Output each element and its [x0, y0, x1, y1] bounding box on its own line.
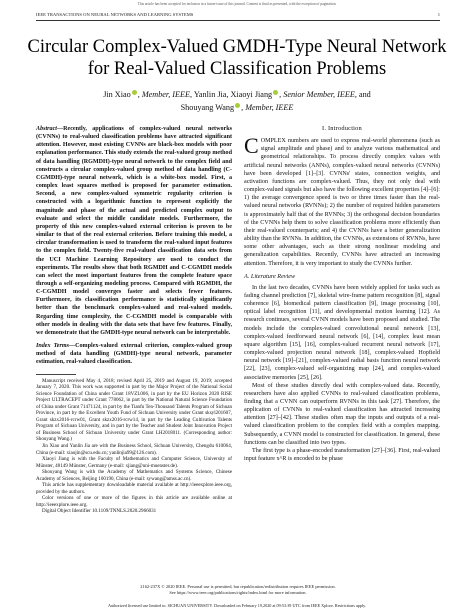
license-footer: Authorized licensed use limited to: SICHUAN UNIVERSITY. Downloaded on February 19,2020 at 09:53:39 UTC from IEEE Xplore. Restrictions apply. [107, 603, 367, 608]
abstract-label: Abstract [36, 126, 57, 132]
body-paragraph: The first type is a phase-encoded transformation [27]–[36]. First, real-valued input feature x^R is encoded to be phase [244, 447, 440, 463]
index-terms-label: Index Terms [36, 343, 69, 350]
index-terms-text: —Complex-valued external criterion, complex-valued group method of data handling (GMDH)-type neural network, parameter estimation, real-valued classification. [36, 343, 232, 366]
intro-paragraph-text: OMPLEX numbers are used to express real-world phenomena (such as signal amplitude and phase) and to analyze various mathematical and geometrical relationships. To process directly complex values with artificial neural networks (ANNs), complex-valued neural networks (CVNNs) have been developed [1]–[3]. CVNNs' states, connection weights, and activation functions are complex-valued. Thus, they not only deal with complex-valued signals but also have the following excellent properties [4]–[6]: 1) the average convergence speed is two or three times faster than the real-valued neural networks (RVNNs); 2) the number of required hidden parameters is approximately half that of the RVNNs; 3) the orthogonal decision boundaries of the CVNNs help them to solve classification problems more efficiently than their real-valued counterparts; and 4) the CVNNs have a better generalization ability than the RVNNs. In addition, the CVNNs, as extensions of RVNNs, have some other advantages, such as their strong nonlinear modeling and generalization capabilities. Recently, CVNNs have attracted an increasing attention. Therefore, it is very important to study the CVNNs further. [244, 138, 440, 267]
footnote-rule [36, 374, 76, 375]
copyright-line: 2162-237X © 2020 IEEE. Personal use is permitted, but republication/redistribution requires IEEE permission. [140, 584, 336, 589]
orcid-icon[interactable] [132, 90, 137, 95]
header-rule [36, 20, 440, 21]
author-3-role: , Senior Member, IEEE, [279, 90, 357, 99]
author-4: Shouyang Wang [180, 103, 235, 112]
author-2-3: Yanlin Jia, Xiaoyi Jiang [192, 90, 273, 99]
abstract-text: —Recently, applications of complex-valued neural networks (CVNNs) to real-valued classification problems have attracted significant attention. However, most existing CVNNs are black-box models with poor explanation performance. This study extends the real-valued group method of data handling (RGMDH)-type neural network to the complex field and constructs a circular complex-valued group method of data handling (C-CGMDH)-type neural network, which is a white-box model. First, a complex least squares method is proposed for parameter estimation. Second, a new complex-valued symmetric regularity criterion is constructed with a logarithmic function to represent explicitly the magnitude and phase of the actual and predicted complex output to evaluate and select the middle candidate models. Furthermore, the property of this new complex-valued external criterion is proven to be similar to that of the real external criterion. Before training this model, a circular transformation is used to transform the real-valued input features to the complex field. Twenty-five real-valued classification data sets from the UCI Machine Learning Repository are used to conduct the experiments. The results show that both RGMDH and C-CGMDH models can select the most important features from the complete feature space through a self-organizing modeling process. Compared with RGMDH, the C-CGMDH model converges faster and selects fewer features. Furthermore, its classification performance is statistically significantly better than the benchmark complex-valued and real-valued models. Regarding time complexity, the C-CGMDH model is comparable with other models in dealing with the data sets that have few features. Finally, we demonstrate that the GMDH-type neural network can be interpretable. [36, 126, 232, 336]
running-header [36, 12, 440, 19]
author-4-role: , Member, IEEE [241, 103, 294, 112]
section-heading: I. Introduction [322, 125, 362, 132]
body-paragraph: Most of these studies directly deal with complex-valued data. Recently, researchers have also applied CVNNs to real-valued classification problems, finding that a CVNN can outperform RVNNs in this task [27]. Therefore, the application of CVNNs to real-valued classification has attracted increasing attention [27]–[42]. These studies often map the inputs and outputs of a real-valued classification problem to the complex field with a complex mapping. Subsequently, a CVNN model is constructed for classification. In general, these functions can be classified into two types. [244, 382, 440, 446]
permissions-line: See https://www.ieee.org/publications/rights/index.html for more information. [169, 589, 307, 595]
footnotes [36, 374, 232, 515]
left-column [36, 125, 232, 515]
abstract [36, 125, 232, 337]
journal-name: IEEE TRANSACTIONS ON NEURAL NETWORKS AND LEARNING SYSTEMS [36, 12, 194, 17]
subsection-heading: A. Literature Review [244, 272, 296, 280]
intro-paragraph [244, 133, 440, 268]
footnote-manuscript: Manuscript received May 4, 2018; revised April 25, 2019 and August 19, 2019; accepted January 7, 2020. This work was supported in part by the Major Project of the National Social Science Foundation of China under Grant 18VZL006, in part by the EU Horizon 2020 RISE Project ULTRACEPT under Grant 778062, in part by the National Natural Science Foundation of China under Grant 71471124, in part by the Tianfu Ten-Thousand Talents Program of Sichuan Province, in part by the Excellent Youth Fund of Sichuan University under Grant sksyl201607, Grant skzx2016-rcrw01, Grant skzx2016-rcrw14, in part by the Leading Cultivation Talents Program of Sichuan University, and in part by the Teacher and Student Joint Innovation Project of Business School of Sichuan University under Grant LH2018011. (Corresponding author: Shouyang Wang.) [36, 377, 232, 443]
paper-title: Circular Complex-Valued GMDH-Type Neural Network for Real-Valued Classification Problems [27, 37, 447, 79]
footnote-affiliation: Jin Xiao and Yanlin Jia are with the Business School, Sichuan University, Chengdu 610064, China (e-mail: xiaojin@scu.edu.cn; yanlinjia99@126.com). [36, 443, 232, 456]
right-column [244, 125, 440, 463]
index-terms [36, 342, 232, 366]
author-conjunction: and [356, 90, 371, 99]
body-paragraph: In the last two decades, CVNNs have been widely applied for tasks such as fading channel prediction [7], skeletal wire-frame pattern recognition [8], signal coherence [6], biomedical pattern classification [9], image processing [10], optical label recognition [11], and developmental motion learning [12]. As research continues, several CVNN models have been proposed and studied. The models include the complex-valued convolutional neural network [13], complex-valued feedforward neural network [6], [14], complex least mean square algorithm [15], [16], complex-valued recurrent neural network [17], complex-valued projection neural network [18], complex-valued Hopfield neural network [19]–[21], complex-valued radial basis function neural network [22], [23], complex-valued self-organizing map [24], and complex-valued associative memories [25], [26]. [244, 284, 440, 381]
footnote-affiliation: Xiaoyi Jiang is with the Faculty of Mathematics and Computer Science, University of Münster, 48149 Münster, Germany (e-mail: xjiang@uni-muenster.de). [36, 456, 232, 469]
orcid-icon[interactable] [235, 103, 240, 108]
author-1-role: , Member, IEEE, [137, 90, 193, 99]
copyright-notice [36, 584, 440, 595]
drop-cap: C [244, 133, 259, 159]
footnote-supplementary: This article has supplementary downloadable material available at http://ieeexplore.ieee.org, provided by the authors. [36, 482, 232, 495]
page-number: 1 [437, 12, 440, 17]
orcid-icon[interactable] [273, 90, 278, 95]
footnote-affiliation: Shouyang Wang is with the Academy of Mathematics and Systems Science, Chinese Academy of Sciences, Beijing 100190, China (e-mail: sywang@amss.ac.cn). [36, 469, 232, 482]
author-list [40, 88, 434, 114]
footnote-doi: Digital Object Identifier 10.1109/TNNLS.2020.2966031 [42, 508, 157, 515]
author-1: Jin Xiao [103, 90, 131, 99]
footnote-color: Color versions of one or more of the figures in this article are available online at http://ieeexplore.ieee.org. [36, 495, 232, 508]
top-note: This article has been accepted for inclusion in a future issue of this journal. Content is final as presented, with the exception of pagination. [137, 2, 337, 6]
